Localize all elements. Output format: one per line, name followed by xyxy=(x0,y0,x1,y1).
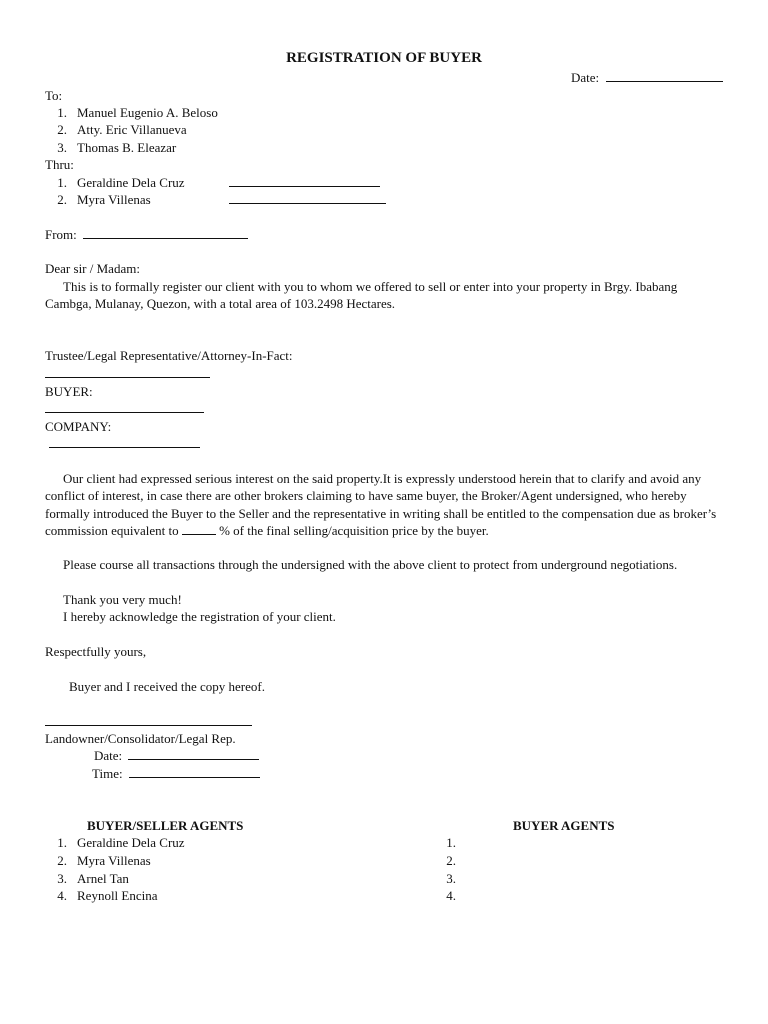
recipient-name: Manuel Eugenio A. Beloso xyxy=(77,105,218,120)
thru-list-item xyxy=(45,191,151,208)
salutation: Dear sir / Madam: xyxy=(45,261,140,276)
list-number: 4. xyxy=(57,888,67,903)
company-label: COMPANY: xyxy=(45,419,112,434)
interest-text-end: % of the final selling/acquisition price by the buyer. xyxy=(219,523,489,539)
landowner-signature-line xyxy=(45,713,252,726)
document-title: REGISTRATION OF BUYER xyxy=(286,50,482,66)
list-number: 2. xyxy=(57,853,67,868)
buyer-agent-list-item xyxy=(434,870,466,887)
buyer-agents-heading: BUYER AGENTS xyxy=(513,818,615,833)
agent-name: Arnel Tan xyxy=(77,871,129,886)
buyer-label: BUYER: xyxy=(45,384,93,399)
acknowledge-text: I hereby acknowledge the registration of your client. xyxy=(63,609,336,624)
from-field xyxy=(45,226,248,243)
interest-paragraph xyxy=(45,470,725,540)
thank-you-text: Thank you very much! xyxy=(63,592,182,607)
agent-list-item xyxy=(45,834,185,851)
list-number: 3. xyxy=(57,871,67,886)
sign-time-label: Time: xyxy=(92,766,123,781)
list-number: 1. xyxy=(446,835,456,850)
sign-time-blank-line xyxy=(129,765,260,778)
interest-text: Our client had expressed serious interest on the said property.It is expressly understood herein that to clarify and avoid any conflict of interest, in case there are other brokers claiming to have same buyer, the Broker/Agent undersigned, who hereby formally introduced the Buyer to the Seller and the representative in writing shall be entitled to the compensation due as broker’s commission equivalent to xyxy=(45,471,717,539)
date-field xyxy=(571,69,723,86)
agent-list-item xyxy=(45,870,129,887)
agent-list-item xyxy=(45,887,158,904)
list-number: 3. xyxy=(57,140,67,155)
list-number: 1. xyxy=(57,105,67,120)
to-list-item xyxy=(45,121,187,138)
buyer-agent-list-item xyxy=(434,852,466,869)
buyer-agent-list-item xyxy=(434,887,466,904)
from-blank-line xyxy=(83,226,248,239)
buyer-seller-agents-heading: BUYER/SELLER AGENTS xyxy=(87,818,244,833)
intro-paragraph: This is to formally register our client with you to whom we offered to sell or enter into your property in Brgy. Ibabang Cambga, Mulanay, Quezon, with a total area of 103.2498 Hectares. xyxy=(45,279,678,312)
buyer-agent-list-item xyxy=(434,834,466,851)
list-number: 4. xyxy=(446,888,456,903)
list-number: 3. xyxy=(446,871,456,886)
course-paragraph: Please course all transactions through the undersigned with the above client to protect from underground negotiations. xyxy=(63,557,678,572)
received-text: Buyer and I received the copy hereof. xyxy=(69,679,265,694)
agent-list-item xyxy=(45,852,151,869)
landowner-label: Landowner/Consolidator/Legal Rep. xyxy=(45,731,236,746)
buyer-blank-line xyxy=(45,400,204,413)
company-blank-line xyxy=(49,435,200,448)
agent-name: Reynoll Encina xyxy=(77,888,158,903)
sign-date-field xyxy=(94,747,259,764)
list-number: 1. xyxy=(57,175,67,190)
sign-date-blank-line xyxy=(128,747,259,760)
sign-date-label: Date: xyxy=(94,748,123,763)
agent-name: Myra Villenas xyxy=(77,853,151,868)
trustee-label: Trustee/Legal Representative/Attorney-In-Fact: xyxy=(45,348,293,363)
to-label: To: xyxy=(45,88,63,103)
thru-name: Myra Villenas xyxy=(77,192,151,207)
sign-time-field xyxy=(92,765,260,782)
thru-name: Geraldine Dela Cruz xyxy=(77,175,185,190)
recipient-name: Thomas B. Eleazar xyxy=(77,140,177,155)
signature-line xyxy=(229,191,386,204)
list-number: 2. xyxy=(57,122,67,137)
recipient-name: Atty. Eric Villanueva xyxy=(77,122,187,137)
trustee-blank-line xyxy=(45,365,210,378)
from-label: From: xyxy=(45,227,77,242)
commission-blank-line xyxy=(182,522,216,535)
signature-line xyxy=(229,174,380,187)
date-blank-line xyxy=(606,69,723,82)
list-number: 2. xyxy=(57,192,67,207)
agent-name: Geraldine Dela Cruz xyxy=(77,835,185,850)
closing-text: Respectfully yours, xyxy=(45,644,147,659)
list-number: 1. xyxy=(57,835,67,850)
to-list-item xyxy=(45,139,176,156)
list-number: 2. xyxy=(446,853,456,868)
to-list-item xyxy=(45,104,218,121)
thru-list-item xyxy=(45,174,185,191)
thru-label: Thru: xyxy=(45,157,74,172)
date-label: Date: xyxy=(571,70,600,85)
